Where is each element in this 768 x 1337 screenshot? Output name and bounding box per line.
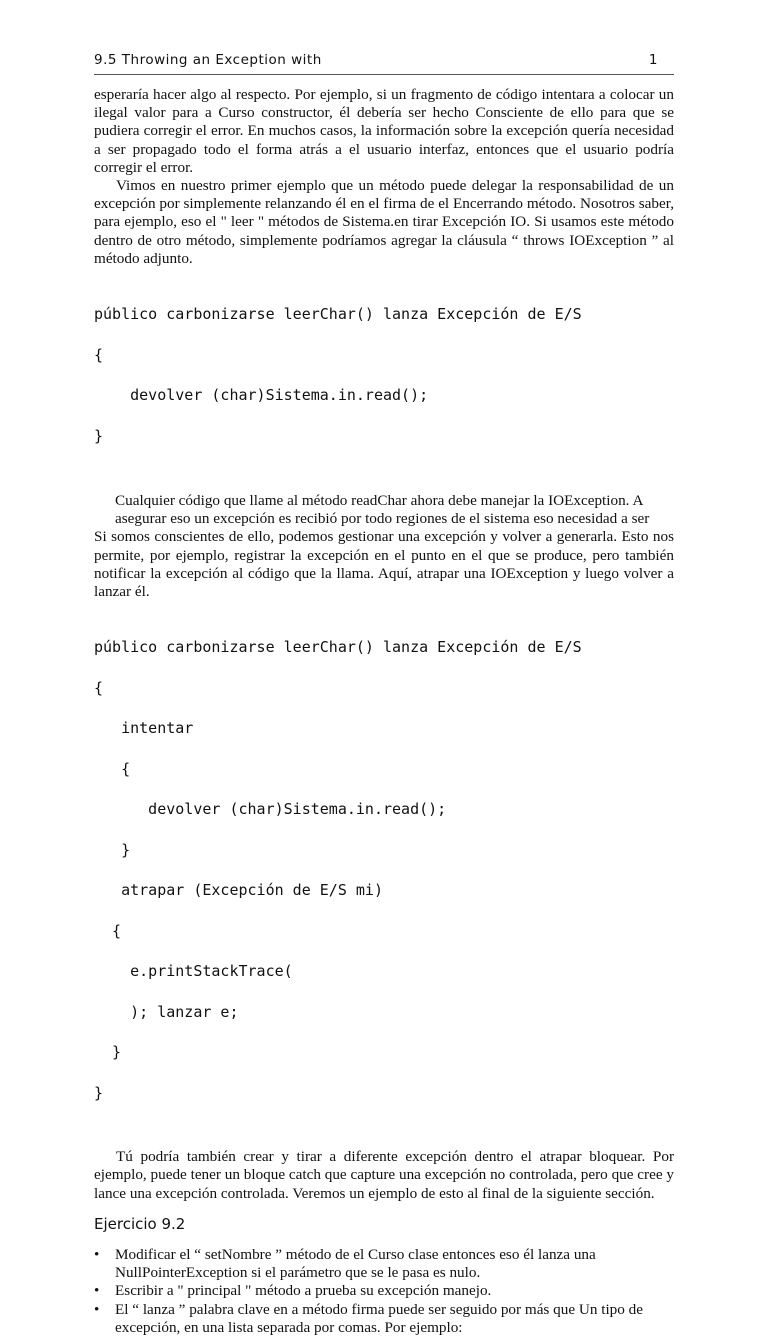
code-line: { <box>94 759 131 778</box>
code-block-1 <box>94 281 674 470</box>
code-line: público carbonizarse leerChar() lanza Excepción de E/S <box>94 305 582 324</box>
bullet-icon: • <box>94 1300 100 1318</box>
list-item <box>94 1246 674 1282</box>
code-line: atrapar (Excepción de E/S mi) <box>94 881 383 900</box>
code-line: { <box>94 678 104 697</box>
code-line: ); lanzar e; <box>94 1002 239 1021</box>
paragraph-2: Vimos en nuestro primer ejemplo que un método puede delegar la responsabilidad de un excepción por simplemente relanzando él en el firma de el Encerrando método. Nosotros saber, para ejemplo, eso el " leer " métodos de Sistema.en tirar Excepción IO. Si usamos este método dentro de otro método, simplemente podríamos agregar la cláusula “ throws IOException ” al método adjunto. <box>94 177 674 267</box>
running-header <box>94 52 674 76</box>
code-line: intentar <box>94 719 194 738</box>
code-line: } <box>94 426 104 445</box>
code-line: } <box>94 1083 104 1102</box>
paragraph-1: esperaría hacer algo al respecto. Por ejemplo, si un fragmento de código intentara a colocar un ilegal valor para a Curso constructor, él debería ser hecho Consciente de ello para que se pudiera corregir el error. En muchos casos, la información sobre la excepción quería necesidad a ser propagado todo el forma atrás a el usuario interfaz, entonces que el usuario podría corregir el error. <box>94 86 674 176</box>
list-item-text: El “ lanza ” palabra clave en a método firma puede ser seguido por más que Un tipo de excepción, en una lista separada por comas. Por ejemplo: <box>115 1300 643 1336</box>
document-body <box>94 86 674 1337</box>
code-line: { <box>94 345 104 364</box>
code-line: devolver (char)Sistema.in.read(); <box>94 800 447 819</box>
code-line: } <box>94 840 131 859</box>
bullet-icon: • <box>94 1282 100 1300</box>
code-line: { <box>94 921 122 940</box>
header-title: 9.5 Throwing an Exception with <box>94 52 322 68</box>
code-line: devolver (char)Sistema.in.read(); <box>94 386 429 405</box>
list-item <box>94 1301 674 1337</box>
list-item <box>94 1282 674 1300</box>
bullet-icon: • <box>94 1246 100 1264</box>
page-number: 1 <box>648 52 658 68</box>
code-line: e.printStackTrace( <box>94 962 293 981</box>
exercise-title: Ejercicio 9.2 <box>94 1214 186 1233</box>
exercise-list <box>94 1246 674 1337</box>
code-line: } <box>94 1043 122 1062</box>
list-item-text: Modificar el “ setNombre ” método de el Curso clase entonces eso él lanza una NullPointerException si el parámetro que se le pasa es nulo. <box>115 1246 596 1282</box>
paragraph-5: Tú podría también crear y tirar a diferente excepción dentro el atrapar bloquear. Por ejemplo, puede tener un bloque catch que capture una excepción no controlada, pero que cree y lance una excepción controlada. Veremos un ejemplo de esto al final de la siguiente sección. <box>94 1148 674 1202</box>
code-block-2 <box>94 614 674 1127</box>
header-rule <box>94 74 674 75</box>
code-line: público carbonizarse leerChar() lanza Excepción de E/S <box>94 638 582 657</box>
paragraph-3: Cualquier código que llame al método readChar ahora debe manejar la IOException. A asegurar eso un excepción es recibió por todo regiones de el sistema eso necesidad a ser <box>115 492 650 528</box>
list-item-text: Escribir a " principal " método a prueba su excepción manejo. <box>115 1282 492 1300</box>
paragraph-4: Si somos conscientes de ello, podemos gestionar una excepción y volver a generarla. Esto nos permite, por ejemplo, registrar la excepción en el punto en el que se produce, pero también notificar la excepción al código que la llama. Aquí, atrapar una IOException y luego volver a lanzar él. <box>94 528 674 601</box>
